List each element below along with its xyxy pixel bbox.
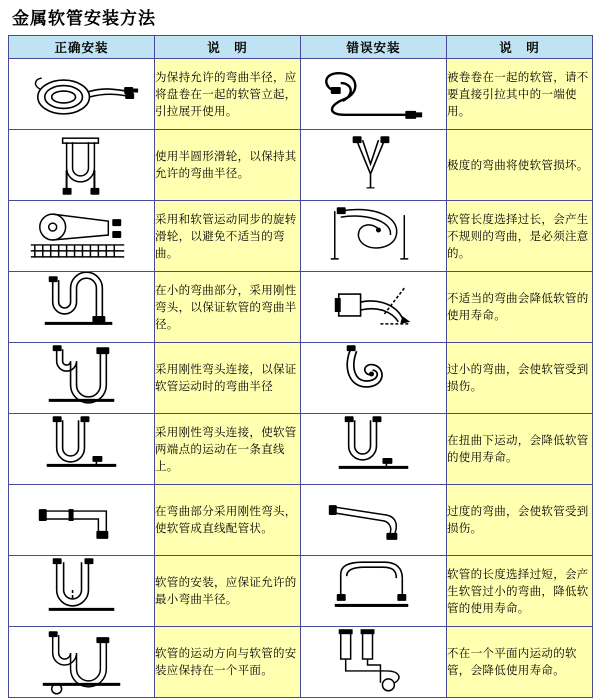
table-row (9, 627, 593, 698)
description-wrong: 过小的弯曲，会使软管受到损伤。 (447, 343, 593, 414)
table-row (9, 130, 593, 201)
description-correct: 在弯曲部分采用刚性弯头，使软管成直线配管状。 (155, 485, 301, 556)
figure-rigid-elbow-straight-line-motion (9, 414, 155, 485)
table-row (9, 485, 593, 556)
table-header-row (9, 36, 593, 59)
page-title: 金属软管安装方法 (12, 9, 156, 29)
table-row (9, 414, 593, 485)
description-correct: 采用和软管运动同步的旋转滑轮，以避免不适当的弯曲。 (155, 201, 301, 272)
header-correct-install: 正确安装 (9, 36, 155, 59)
figure-torsion-bend-motion (301, 414, 447, 485)
description-wrong: 软管的长度选择过短，会产生软管过小的弯曲，降低软管的使用寿命。 (447, 556, 593, 627)
description-wrong: 极度的弯曲将使软管损坏。 (447, 130, 593, 201)
figure-sharp-v-bend-hose (301, 130, 447, 201)
description-wrong: 在扭曲下运动，会降低软管的使用寿命。 (447, 414, 593, 485)
figure-too-small-bend-radius (301, 343, 447, 414)
description-correct: 软管的安装，应保证允许的最小弯曲半径。 (155, 556, 301, 627)
figure-coiled-hose-pulled-one-end (301, 59, 447, 130)
figure-excess-length-irregular-bend (301, 201, 447, 272)
figure-rigid-elbow-connection-u-bend (9, 343, 155, 414)
figure-coiled-hose-standing-coil (9, 59, 155, 130)
description-wrong: 软管长度选择过长，会产生不规则的弯曲，是必须注意的。 (447, 201, 593, 272)
description-wrong: 不适当的弯曲会降低软管的使用寿命。 (447, 272, 593, 343)
hose-installation-table (8, 35, 593, 698)
description-correct: 采用刚性弯头连接，以保证软管运动时的弯曲半径 (155, 343, 301, 414)
figure-rigid-elbow-straight-pipe-layout (9, 485, 155, 556)
header-correct-description: 说 明 (155, 36, 301, 59)
header-wrong-description: 说 明 (447, 36, 593, 59)
figure-out-of-plane-motion (301, 627, 447, 698)
description-correct: 为保持允许的弯曲半径，应将盘卷在一起的软管立起，引拉展开使用。 (155, 59, 301, 130)
figure-improper-bend-shortens-life (301, 272, 447, 343)
description-wrong: 不在一个平面内运动的软管，会降低使用寿命。 (447, 627, 593, 698)
figure-too-long-hose-small-bend (301, 556, 447, 627)
table-row (9, 272, 593, 343)
table-row (9, 201, 593, 272)
description-correct: 采用刚性弯头连接，使软管两端点的运动在一条直线上。 (155, 414, 301, 485)
description-correct: 在小的弯曲部分，采用刚性弯头，以保证软管的弯曲半径。 (155, 272, 301, 343)
table-row (9, 556, 593, 627)
description-correct: 软管的运动方向与软管的安装应保持在一个平面。 (155, 627, 301, 698)
figure-over-bending-damage (301, 485, 447, 556)
header-wrong-install: 错误安装 (301, 36, 447, 59)
table-row (9, 59, 593, 130)
table-row (9, 343, 593, 414)
figure-minimum-bend-radius-install (9, 556, 155, 627)
figure-motion-direction-same-plane (9, 627, 155, 698)
figure-synchronized-rotating-pulley (9, 201, 155, 272)
description-wrong: 被卷卷在一起的软管，请不要直接引拉其中的一端使用。 (447, 59, 593, 130)
description-wrong: 过度的弯曲，会使软管受到损伤。 (447, 485, 593, 556)
figure-rigid-elbow-small-bend (9, 272, 155, 343)
figure-semicircular-guide-pulley (9, 130, 155, 201)
description-correct: 使用半圆形滑轮，以保持其允许的弯曲半径。 (155, 130, 301, 201)
